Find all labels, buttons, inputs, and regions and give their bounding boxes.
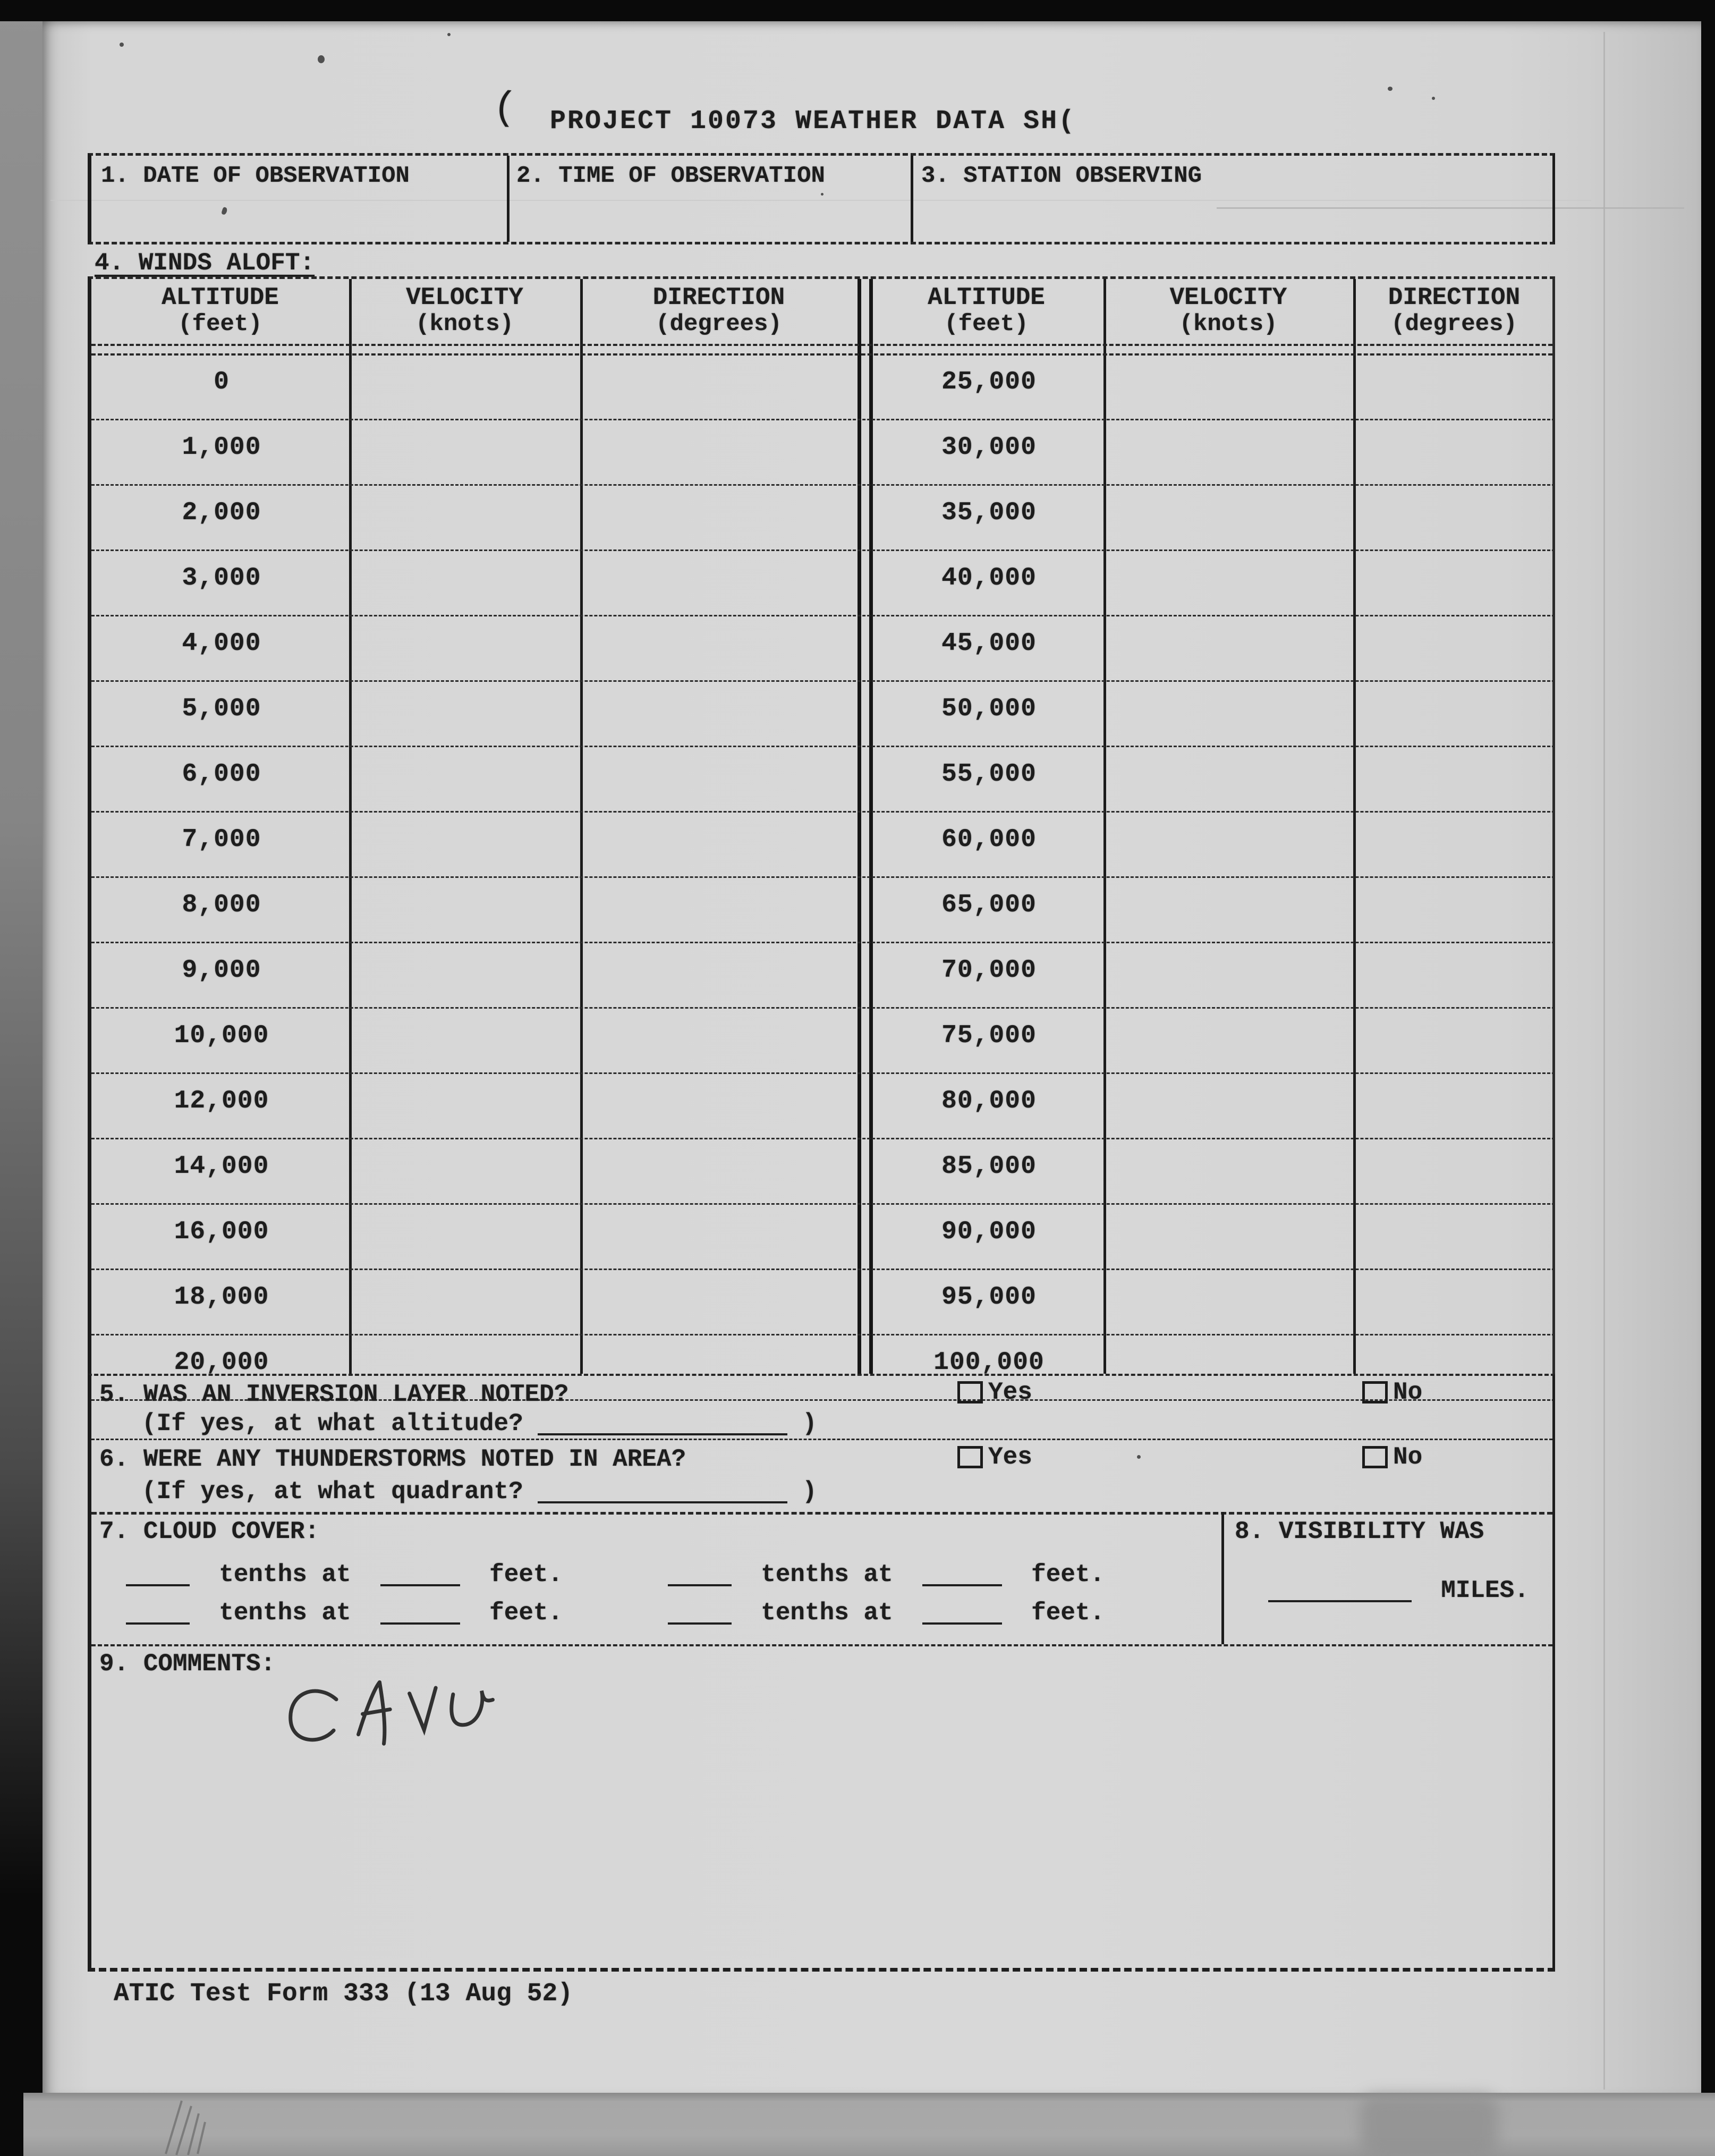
altitude-cell-left: 8,000 bbox=[182, 891, 261, 919]
column-header-altitude-left bbox=[91, 284, 349, 337]
scan-border-bottom-left bbox=[0, 2073, 23, 2156]
feet-blank-field bbox=[922, 1566, 1002, 1586]
altitude-cell-left: 7,000 bbox=[182, 825, 261, 854]
scan-speck bbox=[1388, 87, 1393, 91]
date-of-observation-field: 1. DATE OF OBSERVATION bbox=[101, 163, 410, 189]
thunderstorm-followup bbox=[142, 1478, 817, 1506]
altitude-cell-left: 5,000 bbox=[182, 695, 261, 723]
winds-aloft-section-label: 4. WINDS ALOFT: bbox=[95, 249, 315, 277]
altitude-cell-right: 70,000 bbox=[941, 956, 1037, 985]
tenths-label: tenths at bbox=[219, 1561, 351, 1588]
altitude-cell-left: 10,000 bbox=[174, 1021, 269, 1050]
altitude-row bbox=[91, 1074, 1555, 1139]
scanner-edge-left bbox=[0, 0, 44, 2156]
cloud-cover-entry bbox=[126, 1561, 563, 1588]
altitude-cell-left: 3,000 bbox=[182, 564, 261, 593]
table-line bbox=[91, 1439, 1552, 1440]
altitude-cell-left: 14,000 bbox=[174, 1152, 269, 1181]
feet-label: feet. bbox=[489, 1599, 563, 1627]
inversion-yes-option bbox=[957, 1379, 1032, 1406]
visibility-label: 8. VISIBILITY WAS bbox=[1235, 1518, 1484, 1545]
tenths-blank-field bbox=[668, 1604, 732, 1625]
altitude-row bbox=[91, 616, 1555, 682]
column-header-line1: VELOCITY bbox=[406, 284, 523, 311]
altitude-cell-right: 40,000 bbox=[941, 564, 1037, 593]
altitude-row bbox=[91, 943, 1555, 1009]
cloud-cover-label: 7. CLOUD COVER: bbox=[99, 1518, 320, 1545]
no-label: No bbox=[1393, 1379, 1423, 1406]
altitude-row bbox=[91, 1009, 1555, 1074]
altitude-cell-right: 25,000 bbox=[941, 368, 1037, 396]
altitude-cell-right: 60,000 bbox=[941, 825, 1037, 854]
form-number-footer: ATIC Test Form 333 (13 Aug 52) bbox=[114, 1980, 573, 2008]
time-of-observation-field: 2. TIME OF OBSERVATION bbox=[516, 163, 825, 189]
scan-speck bbox=[318, 55, 325, 63]
altitude-cell-right: 65,000 bbox=[941, 891, 1037, 919]
altitude-row bbox=[91, 747, 1555, 813]
visibility-entry bbox=[1268, 1577, 1529, 1604]
table-line bbox=[91, 1644, 1552, 1646]
column-header-line1: VELOCITY bbox=[1169, 284, 1287, 311]
table-line bbox=[91, 344, 1552, 346]
station-observing-field: 3. STATION OBSERVING bbox=[921, 163, 1202, 189]
feet-blank-field bbox=[922, 1604, 1002, 1625]
no-checkbox bbox=[1362, 1446, 1388, 1468]
altitude-cell-left: 0 bbox=[214, 368, 230, 396]
altitude-cell-left: 18,000 bbox=[174, 1283, 269, 1312]
cloud-cover-entry bbox=[668, 1561, 1105, 1588]
altitude-cell-right: 50,000 bbox=[941, 695, 1037, 723]
paper-crease-vertical bbox=[1603, 32, 1605, 2090]
yes-checkbox bbox=[957, 1446, 983, 1468]
tenths-label: tenths at bbox=[761, 1599, 893, 1627]
altitude-cell-left: 20,000 bbox=[174, 1348, 269, 1377]
inversion-followup-text: (If yes, at what altitude? bbox=[142, 1410, 523, 1438]
altitude-cell-right: 30,000 bbox=[941, 433, 1037, 462]
column-header-line1: DIRECTION bbox=[652, 284, 785, 311]
column-header-line1: ALTITUDE bbox=[928, 284, 1045, 311]
no-label: No bbox=[1393, 1443, 1423, 1471]
altitude-cell-right: 95,000 bbox=[941, 1283, 1037, 1312]
column-header-line1: DIRECTION bbox=[1388, 284, 1521, 311]
column-header-line1: ALTITUDE bbox=[162, 284, 279, 311]
column-header-velocity-left bbox=[349, 284, 580, 337]
questions-box bbox=[88, 1374, 1555, 1972]
scan-border-right bbox=[1701, 0, 1715, 2156]
inversion-question-text: 5. WAS AN INVERSION LAYER NOTED? bbox=[99, 1381, 569, 1408]
tenths-blank-field bbox=[668, 1566, 732, 1586]
altitude-row bbox=[91, 551, 1555, 616]
tenths-blank-field bbox=[126, 1604, 190, 1625]
column-header-line2: (knots) bbox=[415, 310, 514, 337]
winds-rows bbox=[91, 355, 1555, 1401]
thunderstorm-no-option bbox=[1362, 1444, 1422, 1471]
column-header-line2: (degrees) bbox=[1391, 310, 1517, 337]
altitude-row bbox=[91, 355, 1555, 420]
altitude-cell-right: 55,000 bbox=[941, 760, 1037, 789]
feet-label: feet. bbox=[1031, 1561, 1105, 1588]
observation-header-box bbox=[88, 153, 1555, 244]
feet-blank-field bbox=[380, 1566, 460, 1586]
table-line bbox=[507, 156, 510, 242]
quadrant-blank-field bbox=[538, 1483, 787, 1503]
comments-label: 9. COMMENTS: bbox=[99, 1650, 276, 1678]
inversion-followup bbox=[142, 1410, 817, 1438]
page-title: PROJECT 10073 WEATHER DATA SH( bbox=[550, 106, 1076, 137]
altitude-cell-right: 35,000 bbox=[941, 498, 1037, 527]
thunderstorm-question-text: 6. WERE ANY THUNDERSTORMS NOTED IN AREA? bbox=[99, 1445, 686, 1473]
altitude-cell-left: 9,000 bbox=[182, 956, 261, 985]
feet-label: feet. bbox=[1031, 1599, 1105, 1627]
altitude-row bbox=[91, 1139, 1555, 1205]
column-header-direction-right bbox=[1353, 284, 1555, 337]
column-header-line2: (feet) bbox=[178, 310, 262, 337]
yes-checkbox bbox=[957, 1381, 983, 1403]
tenths-label: tenths at bbox=[219, 1599, 351, 1627]
no-checkbox bbox=[1362, 1381, 1388, 1403]
altitude-row bbox=[91, 682, 1555, 747]
altitude-row bbox=[91, 878, 1555, 943]
yes-label: Yes bbox=[988, 1443, 1032, 1471]
altitude-cell-left: 16,000 bbox=[174, 1217, 269, 1246]
altitude-cell-right: 90,000 bbox=[941, 1217, 1037, 1246]
altitude-row bbox=[91, 1270, 1555, 1335]
miles-label: MILES. bbox=[1441, 1577, 1529, 1604]
winds-aloft-table bbox=[88, 276, 1555, 1377]
column-header-line2: (knots) bbox=[1179, 310, 1278, 337]
inversion-no-option bbox=[1362, 1379, 1422, 1406]
pencil-marks bbox=[159, 2096, 271, 2156]
thunderstorm-followup-text: (If yes, at what quadrant? bbox=[142, 1478, 523, 1506]
stray-paren-mark: ( bbox=[491, 85, 519, 132]
scan-shadow bbox=[1360, 2095, 1498, 2156]
scan-speck bbox=[120, 43, 124, 47]
column-header-direction-left bbox=[580, 284, 858, 337]
inversion-followup-close: ) bbox=[802, 1410, 817, 1438]
altitude-cell-right: 80,000 bbox=[941, 1087, 1037, 1115]
altitude-row bbox=[91, 420, 1555, 486]
thunderstorm-yes-option bbox=[957, 1444, 1032, 1471]
altitude-cell-right: 45,000 bbox=[941, 629, 1037, 658]
altitude-row bbox=[91, 813, 1555, 878]
handwritten-cavu bbox=[271, 1668, 520, 1768]
tenths-blank-field bbox=[126, 1566, 190, 1586]
column-header-line2: (degrees) bbox=[656, 310, 782, 337]
altitude-cell-left: 1,000 bbox=[182, 433, 261, 462]
feet-blank-field bbox=[380, 1604, 460, 1625]
altitude-row bbox=[91, 486, 1555, 551]
thunderstorm-followup-close: ) bbox=[802, 1478, 817, 1506]
column-header-altitude-right bbox=[869, 284, 1103, 337]
altitude-cell-left: 12,000 bbox=[174, 1087, 269, 1115]
altitude-cell-right: 75,000 bbox=[941, 1021, 1037, 1050]
altitude-cell-right: 85,000 bbox=[941, 1152, 1037, 1181]
altitude-cell-left: 6,000 bbox=[182, 760, 261, 789]
cloud-cover-entry bbox=[126, 1599, 563, 1627]
table-line bbox=[1221, 1512, 1224, 1644]
table-line bbox=[91, 1512, 1552, 1515]
tenths-label: tenths at bbox=[761, 1561, 893, 1588]
altitude-cell-right: 100,000 bbox=[933, 1348, 1045, 1377]
column-header-line2: (feet) bbox=[944, 310, 1029, 337]
column-header-velocity-right bbox=[1103, 284, 1353, 337]
scan-speck bbox=[447, 33, 451, 36]
cloud-cover-entry bbox=[668, 1599, 1105, 1627]
handwriting-strokes bbox=[271, 1668, 520, 1765]
yes-label: Yes bbox=[988, 1379, 1032, 1406]
altitude-blank-field bbox=[538, 1415, 787, 1435]
feet-label: feet. bbox=[489, 1561, 563, 1588]
altitude-cell-left: 4,000 bbox=[182, 629, 261, 658]
miles-blank-field bbox=[1268, 1582, 1412, 1602]
altitude-row bbox=[91, 1205, 1555, 1270]
scan-speck bbox=[1432, 97, 1435, 100]
table-line bbox=[911, 156, 913, 242]
altitude-cell-left: 2,000 bbox=[182, 498, 261, 527]
scan-border-top bbox=[0, 0, 1715, 21]
